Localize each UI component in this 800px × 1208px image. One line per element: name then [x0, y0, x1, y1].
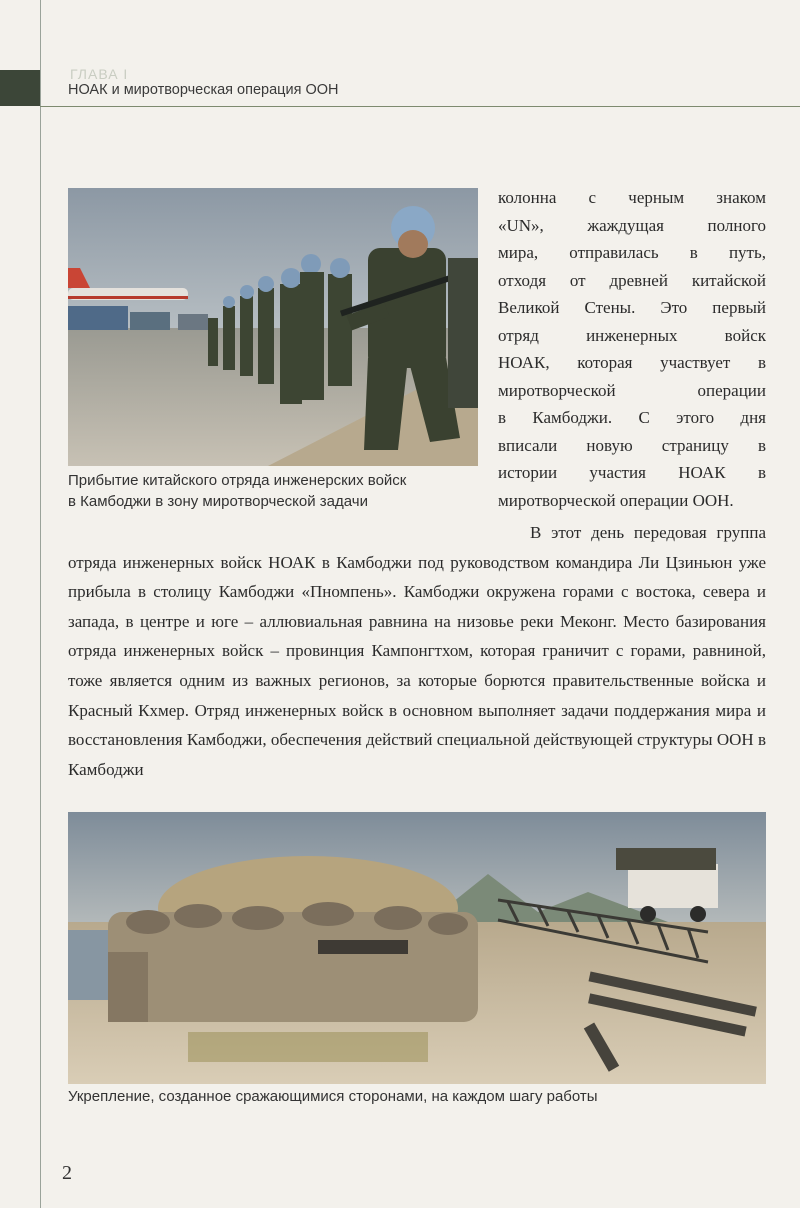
text-line: НОАК, которая участвует в: [498, 353, 766, 372]
text-line: Великой Стены. Это первый: [498, 298, 766, 317]
text-line: миротворческой операции ООН.: [498, 490, 734, 510]
paragraph-first-line: В этот день передовая: [530, 523, 707, 542]
right-text-column: [498, 184, 766, 514]
running-header: [40, 66, 800, 107]
page-number: 2: [62, 1162, 72, 1184]
photo-caption-fortification: Укрепление, созданное сражающимися сторонами, на каждом шагу работы: [68, 1088, 598, 1105]
text-line: отходя от древней китайской: [498, 270, 766, 290]
chapter-tab-marker: [0, 70, 40, 106]
text-line: истории участия НОАК в: [498, 463, 766, 482]
text-line: миротворческой операции: [498, 380, 766, 400]
text-line: «UN», жаждущая полного: [498, 215, 766, 235]
text-line: колонна с черным знаком: [498, 188, 766, 207]
paragraph-body: группа отряда инженерных войск НОАК в Камбоджи под руководством командира Ли Цзиньюн уже прибыла в столицу Камбоджи «Пномпень». Камбоджи окружена горами с востока, севера и запада, в центре и юге – аллювиальная равнина на низовье реки Меконг. Место базирования отряда инженерных войск – провинция Кампонгтхом, которая граничит с горами, равниной, тоже является одним из важных регионов, за которые борются правительственные войска и Красный Кхмер. Отряд инженерных войск в основном выполняет задачи поддержания мира и восстановления Камбоджи, обеспечения действий специальной действующей структуры ООН в Камбоджи: [68, 523, 766, 779]
caption-line: в Камбоджи в зону миротворческой задачи: [68, 493, 368, 510]
photo-caption-soldiers: [68, 470, 488, 512]
text-line: в Камбоджи. С этого дня: [498, 408, 766, 427]
text-line: вписали новую страницу в: [498, 435, 766, 455]
photo-soldiers-marching: [68, 188, 478, 466]
caption-line: Прибытие китайского отряда инженерских войск: [68, 472, 407, 489]
chapter-label: ГЛАВА I: [70, 66, 129, 82]
left-margin-rule: [40, 0, 41, 1208]
text-line: отряд инженерных войск: [498, 325, 766, 345]
body-paragraph: [68, 518, 766, 784]
text-line: мира, отправилась в путь,: [498, 243, 766, 262]
running-title: НОАК и миротворческая операция ООН: [68, 82, 339, 98]
photo-fortification: [68, 812, 766, 1084]
